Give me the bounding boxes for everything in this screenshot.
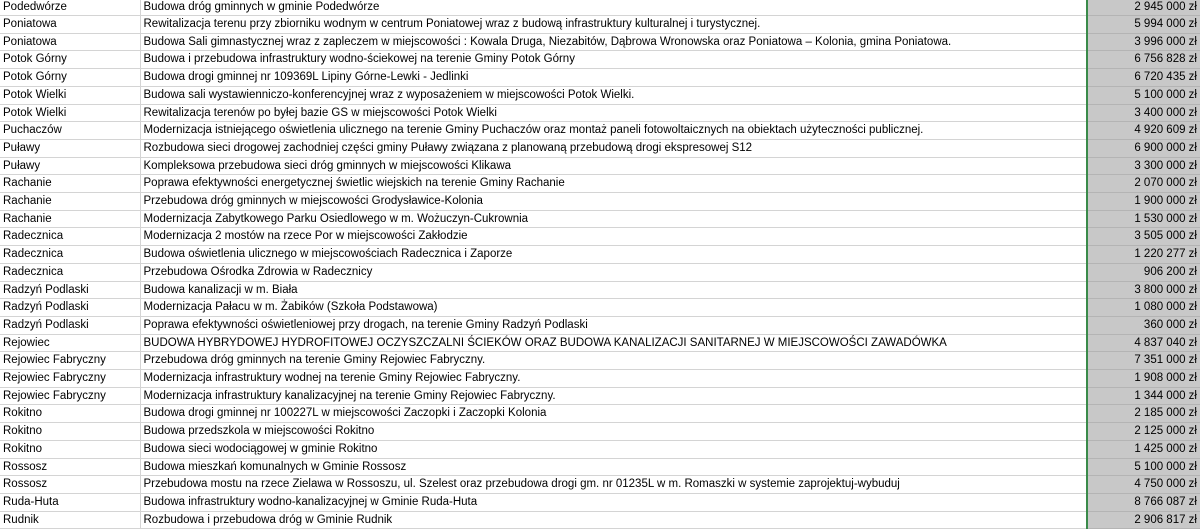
cell-gmina[interactable]: Rachanie [0, 175, 140, 193]
cell-project[interactable]: Budowa mieszkań komunalnych w Gminie Rossosz [140, 458, 1087, 476]
cell-amount[interactable]: 4 837 040 zł [1087, 334, 1200, 352]
cell-amount[interactable]: 6 720 435 zł [1087, 69, 1200, 87]
cell-gmina[interactable]: Potok Wielki [0, 104, 140, 122]
cell-gmina[interactable]: Rejowiec [0, 334, 140, 352]
table-row [0, 175, 1200, 193]
cell-project[interactable]: Rewitalizacja terenu przy zbiorniku wodnym w centrum Poniatowej wraz z budową infrastruktury kulturalnej i turystycznej. [140, 16, 1087, 34]
cell-amount[interactable]: 6 756 828 zł [1087, 51, 1200, 69]
cell-project[interactable]: Przebudowa dróg gminnych na terenie Gminy Rejowiec Fabryczny. [140, 352, 1087, 370]
cell-project[interactable]: Budowa drogi gminnej nr 100227L w miejscowości Zaczopki i Zaczopki Kolonia [140, 405, 1087, 423]
cell-gmina[interactable]: Ruda-Huta [0, 493, 140, 511]
cell-project[interactable]: Budowa przedszkola w miejscowości Rokitno [140, 423, 1087, 441]
cell-project[interactable]: Przebudowa Ośrodka Zdrowia w Radecznicy [140, 263, 1087, 281]
cell-amount[interactable]: 8 766 087 zł [1087, 493, 1200, 511]
cell-amount[interactable]: 1 900 000 zł [1087, 193, 1200, 211]
table-row [0, 246, 1200, 264]
cell-amount[interactable]: 4 920 609 zł [1087, 122, 1200, 140]
cell-amount[interactable]: 5 100 000 zł [1087, 86, 1200, 104]
cell-gmina[interactable]: Puławy [0, 139, 140, 157]
cell-project[interactable]: Budowa Sali gimnastycznej wraz z zapleczem w miejscowości : Kowala Druga, Niezabitów, Dąbrowa Wronowska oraz Poniatowa – Kolonia, gmina Poniatowa. [140, 33, 1087, 51]
cell-gmina[interactable]: Radzyń Podlaski [0, 299, 140, 317]
table-row [0, 228, 1200, 246]
cell-project[interactable]: Modernizacja istniejącego oświetlenia ulicznego na terenie Gminy Puchaczów oraz montaż paneli fotowoltaicznych na obiektach użyteczności publicznej. [140, 122, 1087, 140]
table-row [0, 458, 1200, 476]
cell-gmina[interactable]: Puchaczów [0, 122, 140, 140]
cell-project[interactable]: Budowa i przebudowa infrastruktury wodno-ściekowej na terenie Gminy Potok Górny [140, 51, 1087, 69]
table-row [0, 387, 1200, 405]
cell-gmina[interactable]: Radzyń Podlaski [0, 281, 140, 299]
table-row [0, 281, 1200, 299]
cell-gmina[interactable]: Potok Górny [0, 69, 140, 87]
cell-amount[interactable]: 4 750 000 zł [1087, 476, 1200, 494]
table-row [0, 370, 1200, 388]
cell-gmina[interactable]: Rokitno [0, 440, 140, 458]
cell-gmina[interactable]: Poniatowa [0, 16, 140, 34]
cell-project[interactable]: Budowa sieci wodociągowej w gminie Rokitno [140, 440, 1087, 458]
cell-gmina[interactable]: Potok Wielki [0, 86, 140, 104]
cell-amount[interactable]: 3 400 000 zł [1087, 104, 1200, 122]
cell-amount[interactable]: 1 530 000 zł [1087, 210, 1200, 228]
cell-project[interactable]: Budowa drogi gminnej nr 109369L Lipiny Górne-Lewki - Jedlinki [140, 69, 1087, 87]
cell-project[interactable]: Budowa infrastruktury wodno-kanalizacyjnej w Gminie Ruda-Huta [140, 493, 1087, 511]
cell-amount[interactable]: 906 200 zł [1087, 263, 1200, 281]
cell-amount[interactable]: 2 125 000 zł [1087, 423, 1200, 441]
cell-project[interactable]: Poprawa efektywności energetycznej świetlic wiejskich na terenie Gminy Rachanie [140, 175, 1087, 193]
table-row [0, 316, 1200, 334]
cell-project[interactable]: Kompleksowa przebudowa sieci dróg gminnych w miejscowości Klikawa [140, 157, 1087, 175]
cell-gmina[interactable]: Potok Górny [0, 51, 140, 69]
cell-gmina[interactable]: Rejowiec Fabryczny [0, 352, 140, 370]
cell-amount[interactable]: 3 996 000 zł [1087, 33, 1200, 51]
table-row [0, 476, 1200, 494]
cell-project[interactable]: Przebudowa mostu na rzece Zielawa w Rossoszu, ul. Szelest oraz przebudowa drogi gm. nr 01235L w m. Romaszki w systemie zaprojektuj-wybuduj [140, 476, 1087, 494]
table-row [0, 210, 1200, 228]
cell-gmina[interactable]: Rachanie [0, 210, 140, 228]
cell-gmina[interactable]: Rokitno [0, 423, 140, 441]
cell-gmina[interactable]: Rachanie [0, 193, 140, 211]
cell-amount[interactable]: 7 351 000 zł [1087, 352, 1200, 370]
cell-amount[interactable]: 5 994 000 zł [1087, 16, 1200, 34]
table-row [0, 193, 1200, 211]
table-row [0, 33, 1200, 51]
cell-project[interactable]: Budowa sali wystawienniczo-konferencyjnej wraz z wyposażeniem w miejscowości Potok Wielki. [140, 86, 1087, 104]
cell-project[interactable]: Modernizacja infrastruktury wodnej na terenie Gminy Rejowiec Fabryczny. [140, 370, 1087, 388]
table-row [0, 0, 1200, 16]
cell-project[interactable]: Budowa kanalizacji w m. Biała [140, 281, 1087, 299]
cell-gmina[interactable]: Rejowiec Fabryczny [0, 387, 140, 405]
cell-project[interactable]: Modernizacja 2 mostów na rzece Por w miejscowości Zakłodzie [140, 228, 1087, 246]
table-row [0, 299, 1200, 317]
cell-gmina[interactable]: Rudnik [0, 511, 140, 529]
cell-gmina[interactable]: Radzyń Podlaski [0, 316, 140, 334]
cell-amount[interactable]: 2 945 000 zł [1087, 0, 1200, 16]
cell-project[interactable]: Modernizacja Pałacu w m. Żabików (Szkoła Podstawowa) [140, 299, 1087, 317]
table-row [0, 157, 1200, 175]
table-row [0, 69, 1200, 87]
cell-gmina[interactable]: Podedwórze [0, 0, 140, 16]
cell-project[interactable]: Rewitalizacja terenów po byłej bazie GS w miejscowości Potok Wielki [140, 104, 1087, 122]
cell-gmina[interactable]: Puławy [0, 157, 140, 175]
table-row [0, 16, 1200, 34]
cell-amount[interactable]: 6 900 000 zł [1087, 139, 1200, 157]
cell-project[interactable]: Przebudowa dróg gminnych w miejscowości Grodysławice-Kolonia [140, 193, 1087, 211]
cell-gmina[interactable]: Rokitno [0, 405, 140, 423]
cell-gmina[interactable]: Rejowiec Fabryczny [0, 370, 140, 388]
cell-gmina[interactable]: Radecznica [0, 263, 140, 281]
table-row [0, 122, 1200, 140]
table-row [0, 334, 1200, 352]
cell-project[interactable]: Budowa oświetlenia ulicznego w miejscowościach Radecznica i Zaporze [140, 246, 1087, 264]
table-row [0, 511, 1200, 529]
cell-amount[interactable]: 1 344 000 zł [1087, 387, 1200, 405]
cell-project[interactable]: BUDOWA HYBRYDOWEJ HYDROFITOWEJ OCZYSZCZALNI ŚCIEKÓW ORAZ BUDOWA KANALIZACJI SANITARNEJ W MIEJSCOWOŚCI ZAWADÓWKA [140, 334, 1087, 352]
cell-amount[interactable]: 2 906 817 zł [1087, 511, 1200, 529]
cell-amount[interactable]: 1 908 000 zł [1087, 370, 1200, 388]
cell-amount[interactable]: 360 000 zł [1087, 316, 1200, 334]
cell-amount[interactable]: 3 800 000 zł [1087, 281, 1200, 299]
cell-amount[interactable]: 2 185 000 zł [1087, 405, 1200, 423]
cell-amount[interactable]: 1 425 000 zł [1087, 440, 1200, 458]
table-row [0, 423, 1200, 441]
cell-project[interactable]: Modernizacja infrastruktury kanalizacyjnej na terenie Gminy Rejowiec Fabryczny. [140, 387, 1087, 405]
cell-project[interactable]: Rozbudowa sieci drogowej zachodniej części gminy Puławy związana z planowaną przebudową drogi ekspresowej S12 [140, 139, 1087, 157]
cell-amount[interactable]: 3 300 000 zł [1087, 157, 1200, 175]
cell-amount[interactable]: 1 220 277 zł [1087, 246, 1200, 264]
cell-amount[interactable]: 5 100 000 zł [1087, 458, 1200, 476]
cell-gmina[interactable]: Rossosz [0, 458, 140, 476]
table-row [0, 263, 1200, 281]
table-row [0, 51, 1200, 69]
table-row [0, 139, 1200, 157]
table-row [0, 104, 1200, 122]
cell-project[interactable]: Modernizacja Zabytkowego Parku Osiedlowego w m. Wożuczyn-Cukrownia [140, 210, 1087, 228]
cell-gmina[interactable]: Poniatowa [0, 33, 140, 51]
cell-amount[interactable]: 3 505 000 zł [1087, 228, 1200, 246]
cell-project[interactable]: Poprawa efektywności oświetleniowej przy drogach, na terenie Gminy Radzyń Podlaski [140, 316, 1087, 334]
cell-project[interactable]: Budowa dróg gminnych w gminie Podedwórze [140, 0, 1087, 16]
cell-gmina[interactable]: Radecznica [0, 228, 140, 246]
cell-amount[interactable]: 2 070 000 zł [1087, 175, 1200, 193]
cell-gmina[interactable]: Rossosz [0, 476, 140, 494]
table-row [0, 493, 1200, 511]
table-row [0, 405, 1200, 423]
table-row [0, 352, 1200, 370]
table-row [0, 86, 1200, 104]
cell-amount[interactable]: 1 080 000 zł [1087, 299, 1200, 317]
table-row [0, 440, 1200, 458]
cell-project[interactable]: Rozbudowa i przebudowa dróg w Gminie Rudnik [140, 511, 1087, 529]
cell-gmina[interactable]: Radecznica [0, 246, 140, 264]
